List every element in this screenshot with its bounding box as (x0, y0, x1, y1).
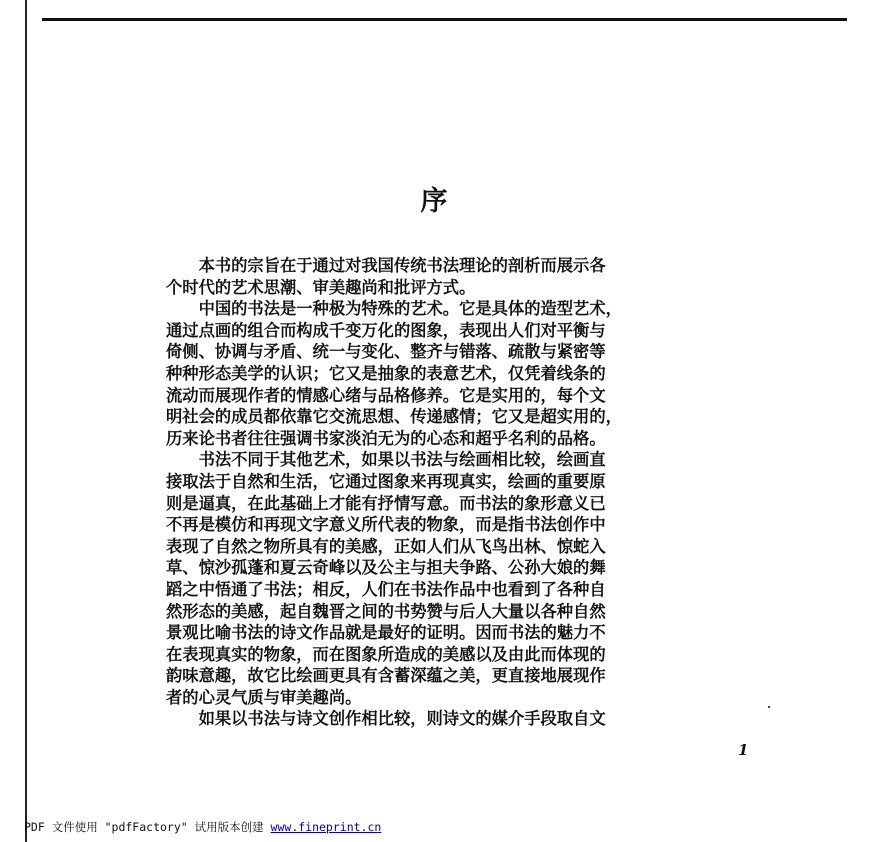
page-left-edge (25, 0, 27, 842)
page-number: 1 (738, 741, 749, 759)
text-line: 则是逼真，在此基础上才能有抒情写意。而书法的象形意义已 (166, 493, 606, 513)
text-line: 不再是模仿和再现文字意义所代表的物象，而是指书法创作中 (166, 515, 606, 535)
text-line: 明社会的成员都依靠它交流思想、传递感情；它又是超实用的， (166, 407, 622, 427)
text-line: 个时代的艺术思潮、审美趣尚和批评方式。 (166, 277, 476, 297)
text-line: 如果以书法与诗文创作相比较，则诗文的媒介手段取自文 (166, 709, 606, 729)
text-line: 在表现真实的物象，而在图象所造成的美感以及由此而体现的 (166, 644, 606, 664)
text-line: 者的心灵气质与审美趣尚。 (166, 687, 362, 707)
text-line: 接取法于自然和生活，它通过图象来再现真实，绘画的重要原 (166, 471, 606, 491)
text-line: 然形态的美感，起自魏晋之间的书势赞与后人大量以各种自然 (166, 601, 606, 621)
pdf-footer (24, 819, 381, 835)
text-line: 表现了自然之物所具有的美感，正如人们从飞鸟出林、惊蛇入 (166, 536, 606, 556)
text-line: 景观比喻书法的诗文作品就是最好的证明。因而书法的魅力不 (166, 623, 606, 643)
text-line: 书法不同于其他艺术，如果以书法与绘画相比较，绘画直 (166, 450, 606, 470)
text-line: 韵味意趣，故它比绘画更具有含蓄深蕴之美，更直接地展现作 (166, 666, 606, 686)
text-line: 中国的书法是一种极为特殊的艺术。它是具体的造型艺术， (166, 299, 622, 319)
text-line: 通过点画的组合而构成千变万化的图象，表现出人们对平衡与 (166, 320, 606, 340)
text-line: 草、惊沙孤蓬和夏云奇峰以及公主与担夫争路、公孙大娘的舞 (166, 558, 606, 578)
text-line: 流动而展现作者的情感心绪与品格修养。它是实用的，每个文 (166, 385, 606, 405)
text-line: 蹈之中悟通了书法；相反，人们在书法作品中也看到了各种自 (166, 579, 606, 599)
text-line: 倚侧、协调与矛盾、统一与变化、整齐与错落、疏散与紧密等 (166, 342, 606, 362)
text-line: 种种形态美学的认识；它又是抽象的表意艺术，仅凭着线条的 (166, 363, 606, 383)
footer-text: PDF 文件使用 "pdfFactory" 试用版本创建 (24, 820, 271, 834)
header-rule (42, 18, 847, 21)
scan-speck (768, 706, 770, 708)
chapter-title: 序 (420, 186, 450, 217)
text-line: 本书的宗旨在于通过对我国传统书法理论的剖析而展示各 (166, 256, 606, 275)
body-text (166, 255, 778, 730)
text-line: 历来论书者往往强调书家淡泊无为的心态和超乎名利的品格。 (166, 428, 606, 448)
footer-link[interactable]: www.fineprint.cn (270, 820, 382, 834)
